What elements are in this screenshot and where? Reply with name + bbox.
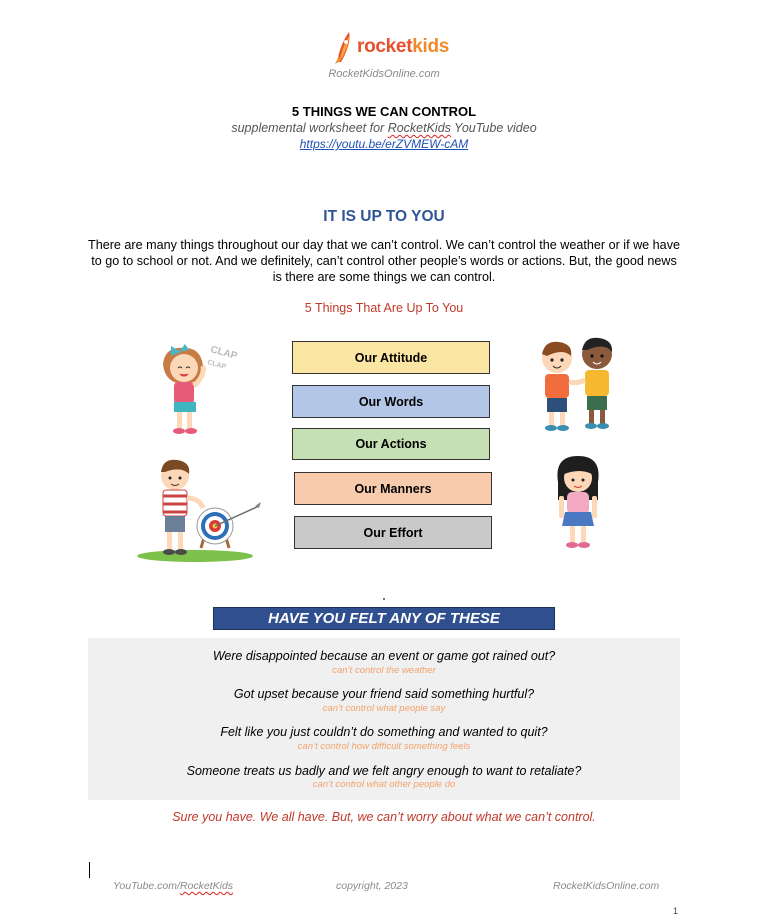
footer-brand-misspelled: RocketKids (179, 880, 234, 892)
page-number: 1 (673, 906, 679, 916)
section-heading: IT IS UP TO YOU (323, 208, 445, 225)
clapping-girl-illustration (155, 336, 250, 441)
closing-statement: Sure you have. We all have. But, we can’t worry about what we can’t control. (172, 810, 596, 824)
stray-dot (383, 598, 385, 600)
logo-word-kids: kids (412, 36, 450, 57)
rocket-icon (333, 28, 357, 66)
clap-text-1: CLAP (209, 344, 239, 362)
footer-youtube: YouTube.com/RocketKids (113, 880, 234, 892)
feeling-question-1: Were disappointed because an event or game got rained out? (212, 649, 556, 663)
feeling-question-2: Got upset because your friend said something hurtful? (233, 687, 535, 701)
site-url: RocketKidsOnline.com (328, 68, 440, 80)
feeling-note-2: can’t control what people say (322, 703, 446, 714)
footer-site: RocketKidsOnline.com (553, 880, 660, 892)
thing-box-effort: Our Effort (294, 516, 492, 549)
footer-copyright: copyright, 2023 (336, 880, 408, 892)
intro-paragraph: There are many things throughout our day that we can’t control. We can’t control the weather or if we have to go to school or not. And we definitely, can’t control other people’s words or actions. But, the good news is there are some things we can control. (88, 238, 680, 284)
thing-box-actions: Our Actions (292, 428, 490, 460)
list-title: 5 Things That Are Up To You (304, 301, 464, 315)
thing-box-manners: Our Manners (294, 472, 492, 505)
feeling-note-1: can’t control the weather (332, 665, 436, 676)
logo-word-rocket: rocket (357, 36, 413, 57)
boys-handshake-illustration (535, 336, 623, 434)
thing-box-words: Our Words (292, 385, 490, 418)
feeling-note-3: can’t control how difficult something feels (297, 741, 471, 752)
feeling-question-3: Felt like you just couldn’t do something and wanted to quit? (220, 725, 548, 739)
archery-boy-illustration (135, 456, 265, 564)
standing-girl-illustration (550, 452, 605, 554)
clap-text-2: CLAP (206, 359, 227, 371)
doc-subtitle: supplemental worksheet for RocketKids YouTube video (231, 121, 537, 135)
feelings-banner: HAVE YOU FELT ANY OF THESE (213, 607, 555, 630)
brand-misspelled: RocketKids (387, 121, 451, 135)
youtube-link[interactable]: https://youtu.be/erZVMEW-cAM (299, 137, 469, 151)
thing-box-attitude: Our Attitude (292, 341, 490, 374)
text-cursor (89, 862, 90, 878)
feeling-note-4: can’t control what other people do (312, 779, 456, 790)
feeling-question-4: Someone treats us badly and we felt angry enough to want to retaliate? (186, 764, 582, 778)
rocketkids-logo (333, 28, 449, 66)
doc-title: 5 THINGS WE CAN CONTROL (291, 104, 477, 119)
